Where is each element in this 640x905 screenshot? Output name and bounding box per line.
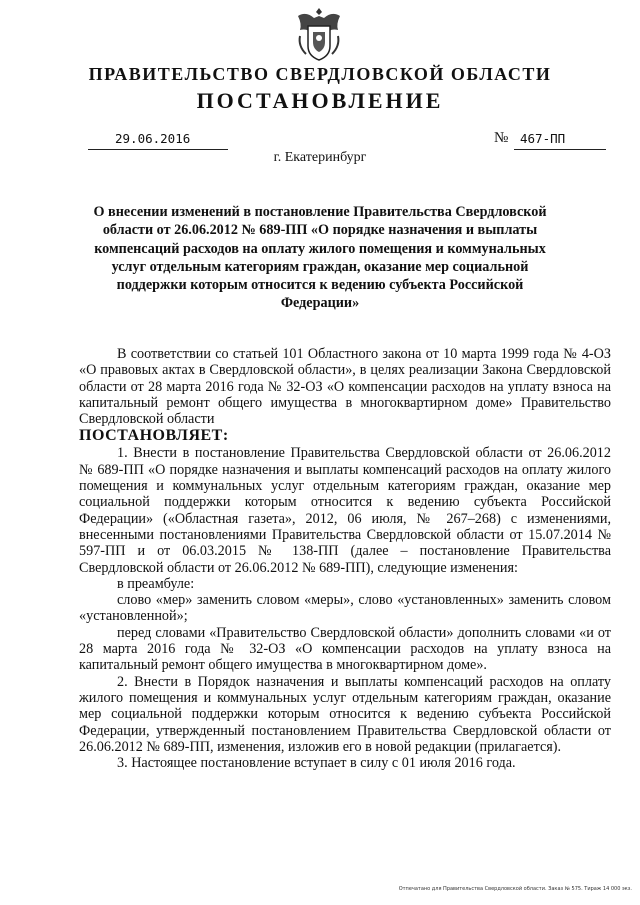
preamble-label: в преамбуле:: [117, 575, 195, 592]
document-date: 29.06.2016: [115, 131, 191, 146]
item-3: 3. Настоящее постановление вступает в силу с 01 июля 2016 года.: [117, 755, 516, 772]
change-2: перед словами «Правительство Свердловской области» дополнить словами «и от 28 марта 2016 года № 32-ОЗ «О компенсации расходов на уплату взноса на капитальный ремонт общего имущества в многоквартирном доме».: [79, 624, 611, 674]
resolves-heading: ПОСТАНОВЛЯЕТ:: [79, 427, 229, 445]
government-name: ПРАВИТЕЛЬСТВО СВЕРДЛОВСКОЙ ОБЛАСТИ: [88, 64, 552, 84]
coat-of-arms-icon: [294, 6, 344, 62]
number-sign: №: [494, 130, 509, 146]
item-2: 2. Внести в Порядок назначения и выплаты компенсаций расходов на оплату жилого помещения и коммунальных услуг отдельным категориям граждан, оказание мер социальной поддержки которым относится к ведению субъекта Российской Федерации, утвержденный постановлением Правительства Свердловской области от 26.06.2012 № 689-ПП, изменения, изложив его в новой редакции (прилагается).: [79, 673, 611, 755]
document-type: ПОСТАНОВЛЕНИЕ: [196, 88, 444, 113]
item-1: 1. Внести в постановление Правительства Свердловской области от 26.06.2012 № 689-ПП «О порядке назначения и выплаты компенсаций расходов на оплату жилого помещения и коммунальных услуг отдельным категориям граждан, оказание мер социальной поддержки которым относится к ведению субъекта Российской Федерации» («Областная газета», 2012, 06 июля, № 267–268) с изменениями, внесенными постановлениями Правительства Свердловской области от 15.07.2014 № 597-ПП и от 06.03.2015 № 138-ПП (далее – постановление Правительства Свердловской области от 26.06.2012 № 689-ПП), следующие изменения:: [79, 445, 611, 576]
city: г. Екатеринбург: [273, 150, 367, 165]
change-1: слово «мер» заменить словом «меры», слово «установленных» заменить словом «установленной»;: [79, 592, 611, 625]
print-footer: Отпечатано для Правительства Свердловской области. Заказ № 575. Тираж 14 000 экз.: [398, 886, 632, 892]
preamble-paragraph: В соответствии со статьей 101 Областного закона от 10 марта 1999 года № 4-ОЗ «О правовых актах в Свердловской области», в целях реализации Закона Свердловской области от 28 марта 2016 года № 32-ОЗ «О компенсации расходов на уплату взноса на капитальный ремонт общего имущества в многоквартирном доме» Правительство Свердловской области: [79, 346, 611, 428]
document-number: 467-ПП: [520, 131, 566, 146]
document-body: [79, 346, 611, 771]
document-title: О внесении изменений в постановление Правительства Свердловской области от 26.06.2012 № 689-ПП «О порядке назначения и выплаты компенсаций расходов на оплату жилого помещения и коммунальных услуг отдельным категориям граждан, оказание мер социальной поддержки которым относится к ведению субъекта Российской Федерации»: [93, 204, 547, 312]
